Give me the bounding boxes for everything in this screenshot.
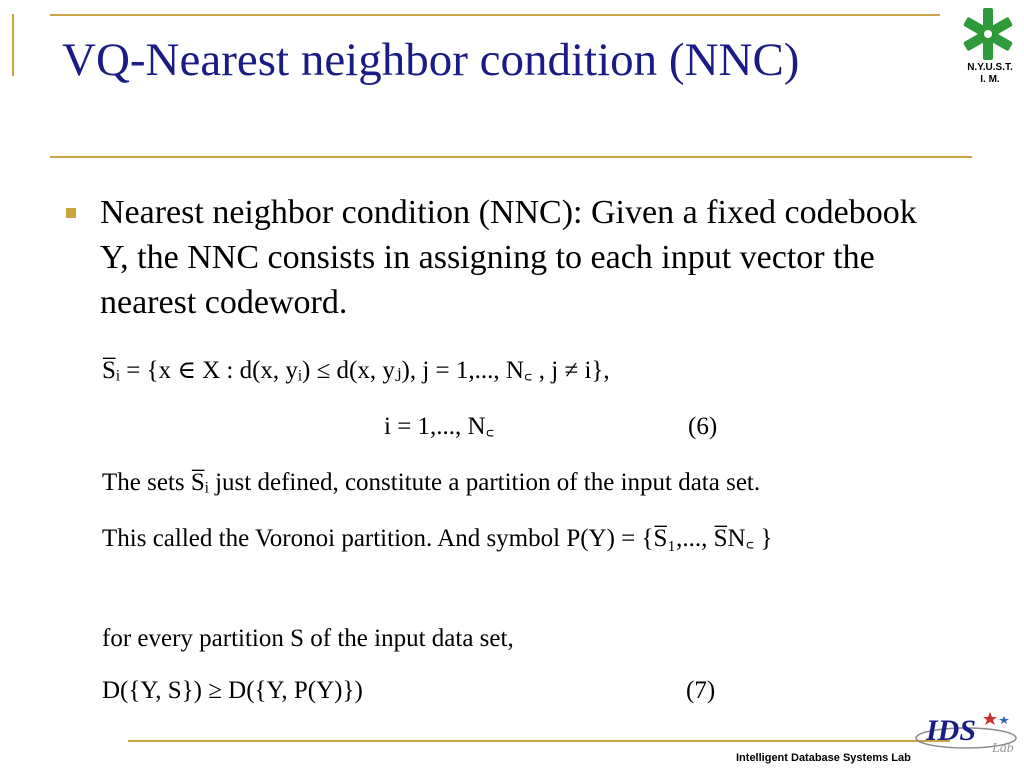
equation-7-number: (7): [686, 677, 716, 704]
ids-lab-logo-icon: [912, 708, 1020, 754]
top-rule: [50, 14, 940, 16]
equation-6-number: (6): [688, 413, 718, 440]
nyust-logo-icon: [956, 6, 1020, 62]
title-vq: VQ-: [62, 34, 146, 86]
nyust-logo-line1: N.Y.U.S.T.: [967, 62, 1013, 73]
nyust-logo-text: [960, 62, 1020, 86]
slide-title: [62, 32, 942, 88]
bullet-paragraph: Nearest neighbor condition (NNC): Given a fixed codebook Y, the NNC consists in assigning to each input vector the nearest codeword.: [100, 194, 917, 321]
equation-6-line1: S̅ᵢ = {x ∈ X : d(x, yᵢ) ≤ d(x, yⱼ), j = 1,..., N꜀ , j ≠ i},: [102, 357, 610, 384]
footer-lab-name: Intelligent Database Systems Lab: [736, 752, 911, 764]
every-partition-text: for every partition S of the input data set,: [102, 625, 514, 652]
sets-text: The sets S̅ᵢ just defined, constitute a partition of the input data set.: [102, 469, 761, 496]
bullet-square-icon: [66, 208, 76, 218]
voronoi-text: This called the Voronoi partition. And symbol P(Y) = {S̅₁,..., S̅N꜀ }: [102, 525, 773, 552]
left-rule: [12, 14, 14, 76]
equation-6-line2: i = 1,..., N꜀: [384, 413, 495, 440]
svg-text:IDS: IDS: [926, 714, 977, 747]
title-rest: Nearest neighbor condition (NNC): [145, 34, 800, 86]
equation-7: D({Y, S}) ≥ D({Y, P(Y)}): [102, 677, 363, 704]
svg-text:Lab: Lab: [992, 741, 1014, 754]
nyust-logo-line2: I. M.: [980, 74, 1000, 85]
title-underline-rule: [50, 156, 972, 158]
bottom-rule: [128, 740, 950, 742]
